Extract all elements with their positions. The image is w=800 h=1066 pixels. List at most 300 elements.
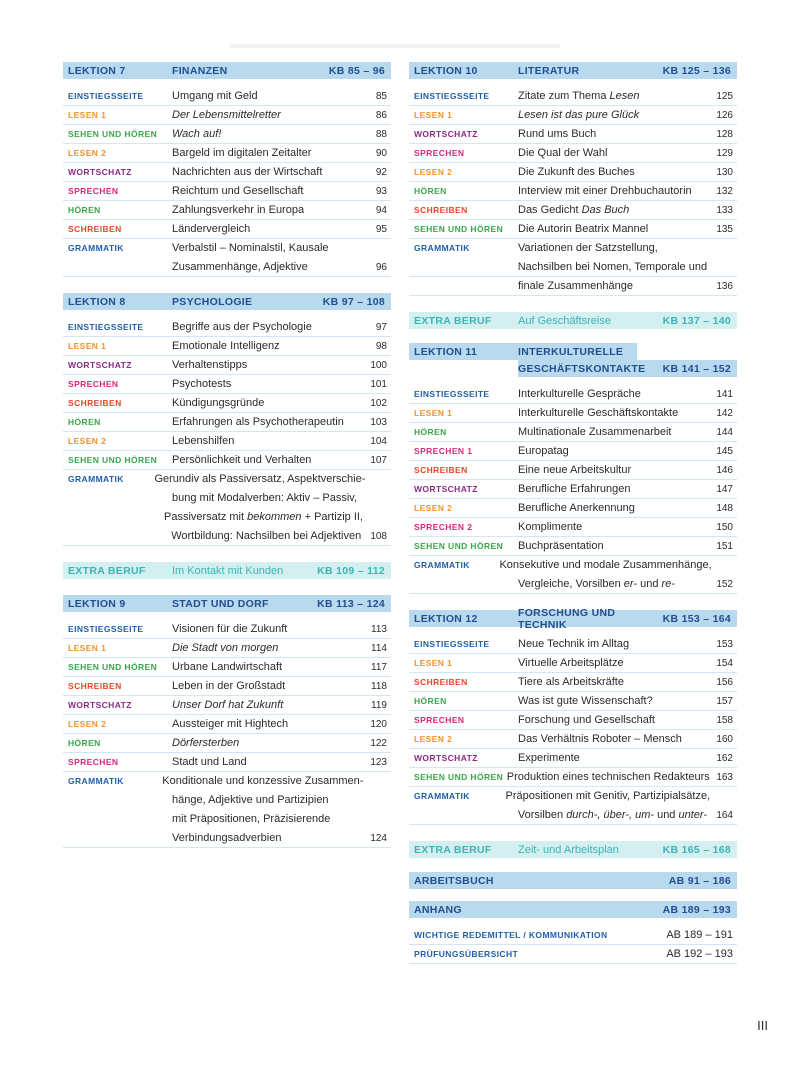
lektion-7-section [63, 62, 391, 277]
row-page: 118 [371, 680, 387, 692]
lektion-12-rows [409, 635, 737, 825]
row-label: LESEN 1 [68, 341, 107, 351]
row-label: SCHREIBEN [414, 465, 468, 475]
row-title: Die Qual der Wahl [518, 147, 608, 159]
row-label: SEHEN UND HÖREN [414, 224, 504, 234]
row-label: WORTSCHATZ [68, 167, 132, 177]
toc-row[interactable] [409, 787, 737, 806]
row-title: Buchpräsentation [518, 540, 604, 552]
row-page: 130 [716, 166, 733, 178]
row-label: GRAMMATIK [68, 776, 124, 786]
lektion-pages: KB 113 – 124 [317, 597, 385, 610]
row-title: Verbalstil – Nominalstil, Kausale [172, 242, 329, 254]
lektion-theme: STADT UND DORF [172, 597, 269, 610]
toc-row-continued[interactable] [409, 806, 737, 825]
toc-row[interactable] [409, 556, 737, 575]
row-label: LESEN 1 [414, 658, 453, 668]
row-label: LESEN 2 [68, 719, 107, 729]
row-title: Tiere als Arbeitskräfte [518, 676, 624, 688]
row-page: 132 [716, 185, 733, 197]
row-title: Verbindungsadverbien [172, 832, 282, 844]
toc-row[interactable] [63, 696, 391, 715]
row-page: 108 [370, 530, 387, 542]
row-title: Die Autorin Beatrix Mannel [518, 223, 649, 235]
lektion-theme: FORSCHUNG UND TECHNIK [518, 606, 616, 631]
row-label: LESEN 2 [414, 503, 453, 513]
row-page: 133 [716, 204, 733, 216]
row-page: 141 [716, 388, 733, 400]
row-label: GRAMMATIK [68, 243, 124, 253]
row-label: WORTSCHATZ [414, 484, 478, 494]
row-page: 114 [371, 642, 387, 654]
toc-row[interactable] [409, 635, 737, 654]
row-page: 136 [716, 280, 733, 292]
row-label: GRAMMATIK [414, 791, 470, 801]
row-label: SPRECHEN 1 [414, 446, 473, 456]
row-title: Begriffe aus der Psychologie [172, 321, 312, 333]
row-page: 129 [716, 147, 733, 159]
lektion-number: LEKTION 10 [414, 64, 478, 77]
row-label: GRAMMATIK [68, 474, 124, 484]
toc-row[interactable] [409, 125, 737, 144]
row-title: Passiversatz mit bekommen + Partizip II, [163, 511, 363, 523]
lektion-number: LEKTION 7 [68, 64, 126, 77]
row-page: 144 [716, 426, 733, 438]
toc-row[interactable] [63, 337, 391, 356]
row-title: Berufliche Anerkennung [518, 502, 635, 514]
toc-row[interactable] [63, 734, 391, 753]
row-title: Konditionale und konzessive Zusammen- [162, 775, 364, 787]
arbeitsbuch-pages: AB 91 – 186 [668, 874, 731, 887]
anhang-header[interactable] [409, 901, 737, 918]
toc-row[interactable] [409, 182, 737, 201]
row-label: SCHREIBEN [68, 681, 122, 691]
row-title: Reichtum und Gesellschaft [172, 185, 304, 197]
row-title: Interview mit einer Drehbuchautorin [518, 185, 692, 197]
arbeitsbuch-header[interactable] [409, 872, 737, 889]
toc-row[interactable] [63, 620, 391, 639]
row-title: Kündigungsgründe [172, 397, 265, 409]
row-title: Unser Dorf hat Zukunft [172, 699, 284, 711]
row-title: Berufliche Erfahrungen [518, 483, 631, 495]
row-page: 124 [370, 832, 387, 844]
faded-header-strip [230, 44, 560, 48]
row-label: WICHTIGE REDEMITTEL / KOMMUNIKATION [414, 930, 608, 940]
row-label: LESEN 1 [68, 643, 107, 653]
anhang-row[interactable] [409, 926, 737, 945]
toc-row[interactable] [63, 144, 391, 163]
toc-row[interactable] [63, 394, 391, 413]
toc-row[interactable] [63, 106, 391, 125]
toc-row[interactable] [63, 451, 391, 470]
lektion-11-section [409, 343, 737, 594]
toc-row[interactable] [409, 87, 737, 106]
row-label: SPRECHEN [414, 148, 465, 158]
extra-title: Zeit- und Arbeitsplan [518, 843, 619, 856]
lektion-10-rows [409, 87, 737, 296]
lektion-8-section [63, 293, 391, 546]
row-title: Bargeld im digitalen Zeitalter [172, 147, 312, 159]
toc-row[interactable] [409, 692, 737, 711]
toc-row[interactable] [409, 480, 737, 499]
row-title: Der Lebensmittelretter [172, 109, 281, 121]
extra-label: EXTRA BERUF [414, 843, 492, 856]
row-title: Ländervergleich [172, 223, 251, 235]
lektion-12-header[interactable] [409, 606, 737, 631]
lektion-9-section [63, 595, 391, 848]
extra-beruf-2-section [409, 312, 737, 329]
row-title: Lesen ist das pure Glück [518, 109, 640, 121]
row-title: Das Verhältnis Roboter – Mensch [518, 733, 682, 745]
row-label: SCHREIBEN [68, 224, 122, 234]
row-label: WORTSCHATZ [68, 700, 132, 710]
toc-row[interactable] [63, 677, 391, 696]
lektion-pages: KB 125 – 136 [662, 64, 731, 77]
toc-row[interactable] [409, 537, 737, 556]
row-label: EINSTIEGSSEITE [414, 389, 490, 399]
row-page: 101 [370, 378, 387, 390]
row-page: 158 [716, 714, 733, 726]
toc-row[interactable] [63, 356, 391, 375]
lektion-10-header[interactable] [409, 62, 737, 79]
row-page: 90 [375, 147, 387, 159]
toc-row[interactable] [409, 499, 737, 518]
row-title: Rund ums Buch [518, 128, 597, 140]
toc-row[interactable] [63, 413, 391, 432]
toc-row[interactable] [409, 518, 737, 537]
row-page: 128 [716, 128, 733, 140]
row-page: 151 [716, 540, 733, 552]
arbeitsbuch-label: ARBEITSBUCH [414, 874, 494, 887]
row-page: 135 [716, 223, 733, 235]
extra-pages: KB 165 – 168 [662, 843, 731, 856]
header-spacer [409, 360, 518, 377]
toc-row[interactable] [63, 318, 391, 337]
lektion-9-rows [63, 620, 391, 848]
extra-title: Auf Geschäftsreise [518, 314, 611, 327]
row-title: Persönlichkeit und Verhalten [172, 454, 312, 466]
row-page: 119 [371, 699, 387, 711]
row-page: AB 189 – 191 [666, 929, 733, 941]
row-label: LESEN 1 [414, 110, 453, 120]
row-page: 102 [370, 397, 387, 409]
extra-pages: KB 109 – 112 [317, 564, 385, 577]
toc-row[interactable] [409, 423, 737, 442]
lektion-8-header[interactable] [63, 293, 391, 310]
row-page: 145 [716, 445, 733, 457]
row-title: Das Gedicht Das Buch [518, 204, 630, 216]
toc-row[interactable] [409, 711, 737, 730]
row-label: GRAMMATIK [414, 560, 470, 570]
page-number: III [757, 1018, 768, 1033]
row-title: Aussteiger mit Hightech [172, 718, 289, 730]
row-label: EINSTIEGSSEITE [68, 322, 144, 332]
lektion-11-rows [409, 385, 737, 594]
row-title: finale Zusammenhänge [518, 280, 633, 292]
lektion-11-header-line1 [409, 343, 637, 360]
row-title: Visionen für die Zukunft [172, 623, 288, 635]
row-page: 163 [716, 771, 733, 783]
lektion-theme: LITERATUR [518, 64, 580, 77]
toc-row[interactable] [63, 470, 391, 489]
row-title: Vorsilben durch-, über-, um- und unter- [517, 809, 708, 821]
row-label: EINSTIEGSSEITE [414, 639, 490, 649]
row-label: HÖREN [414, 427, 447, 437]
row-title: Virtuelle Arbeitsplätze [518, 657, 624, 669]
lektion-number: LEKTION 8 [68, 295, 126, 308]
row-title: Leben in der Großstadt [172, 680, 286, 692]
row-page: 103 [370, 416, 387, 428]
row-page: 154 [716, 657, 733, 669]
row-page: 97 [375, 321, 387, 333]
toc-row[interactable] [409, 385, 737, 404]
row-title: Präpositionen mit Genitiv, Partizipialsätze, [505, 790, 711, 802]
toc-row-continued[interactable] [63, 508, 391, 527]
toc-right-column [409, 62, 737, 980]
row-page: 88 [375, 128, 387, 140]
toc-row[interactable] [63, 772, 391, 791]
toc-row[interactable] [63, 658, 391, 677]
row-page: 93 [375, 185, 387, 197]
lektion-theme-1: INTERKULTURELLE [518, 345, 624, 358]
row-title: Emotionale Intelligenz [172, 340, 280, 352]
toc-row[interactable] [63, 753, 391, 772]
extra-beruf-1-section [63, 562, 391, 579]
toc-row[interactable] [63, 125, 391, 144]
row-page: 148 [716, 502, 733, 514]
toc-row[interactable] [409, 442, 737, 461]
row-label: SPRECHEN [68, 757, 119, 767]
row-label: SEHEN UND HÖREN [68, 662, 158, 672]
lektion-pages: KB 85 – 96 [328, 64, 385, 77]
row-label: SEHEN UND HÖREN [414, 772, 504, 782]
toc-row[interactable] [409, 201, 737, 220]
row-title: Erfahrungen als Psychotherapeutin [172, 416, 344, 428]
row-label: SPRECHEN 2 [414, 522, 473, 532]
row-page: 100 [370, 359, 387, 371]
extra-beruf-header[interactable] [409, 312, 737, 329]
toc-row[interactable] [409, 461, 737, 480]
row-page: 107 [370, 454, 387, 466]
row-label: SPRECHEN [68, 379, 119, 389]
row-label: WORTSCHATZ [68, 360, 132, 370]
toc-row[interactable] [63, 87, 391, 106]
row-label: LESEN 2 [414, 167, 453, 177]
row-page: 122 [370, 737, 387, 749]
row-label: SEHEN UND HÖREN [68, 455, 158, 465]
toc-row-continued[interactable] [63, 527, 391, 546]
toc-row[interactable] [63, 715, 391, 734]
toc-row[interactable] [409, 730, 737, 749]
row-title: Nachrichten aus der Wirtschaft [172, 166, 323, 178]
extra-label: EXTRA BERUF [414, 314, 492, 327]
row-page: 126 [716, 109, 733, 121]
toc-row[interactable] [409, 106, 737, 125]
row-page: 156 [716, 676, 733, 688]
row-page: 85 [375, 90, 387, 102]
row-label: HÖREN [68, 417, 101, 427]
anhang-label: ANHANG [414, 903, 462, 916]
lektion-pages: KB 153 – 164 [662, 612, 731, 625]
row-page: 98 [375, 340, 387, 352]
row-title: Variationen der Satzstellung, [518, 242, 658, 254]
row-title: Die Zukunft des Buches [518, 166, 635, 178]
lektion-pages: KB 97 – 108 [322, 295, 385, 308]
lektion-8-rows [63, 318, 391, 546]
row-title: Vergleiche, Vorsilben er- und re- [518, 578, 675, 590]
row-title: Konsekutive und modale Zusammenhänge, [499, 559, 712, 571]
row-title: Wortbildung: Nachsilben bei Adjektiven [171, 530, 362, 542]
lektion-10-section [409, 62, 737, 296]
toc-row-continued[interactable] [63, 791, 391, 810]
lektion-7-rows [63, 87, 391, 277]
row-label: GRAMMATIK [414, 243, 470, 253]
row-title: Zusammenhänge, Adjektive [172, 261, 308, 273]
row-title: Urbane Landwirtschaft [172, 661, 283, 673]
toc-row[interactable] [63, 639, 391, 658]
row-page: 92 [375, 166, 387, 178]
row-label: LESEN 2 [414, 734, 453, 744]
row-page: AB 192 – 193 [666, 948, 733, 960]
toc-row-continued[interactable] [63, 810, 391, 829]
lektion-11-header[interactable] [409, 343, 737, 377]
extra-pages: KB 137 – 140 [662, 314, 731, 327]
lektion-pages: KB 141 – 152 [662, 362, 731, 375]
row-label: EINSTIEGSSEITE [68, 91, 144, 101]
row-label: LESEN 1 [414, 408, 453, 418]
row-title: Multinationale Zusammenarbeit [518, 426, 672, 438]
row-title: hänge, Adjektive und Partizipien [172, 794, 329, 806]
lektion-9-header[interactable] [63, 595, 391, 612]
row-page: 94 [375, 204, 387, 216]
row-title: Umgang mit Geld [172, 90, 258, 102]
lektion-number: LEKTION 11 [414, 345, 478, 358]
row-title: Was ist gute Wissenschaft? [518, 695, 653, 707]
extra-title: Im Kontakt mit Kunden [172, 564, 284, 577]
row-title: Stadt und Land [172, 756, 247, 768]
row-title: Forschung und Gesellschaft [518, 714, 655, 726]
row-title: Interkulturelle Gespräche [518, 388, 641, 400]
row-page: 113 [371, 623, 387, 635]
toc-row-continued[interactable] [409, 575, 737, 594]
row-page: 153 [716, 638, 733, 650]
anhang-row[interactable] [409, 945, 737, 964]
lektion-number: LEKTION 9 [68, 597, 126, 610]
row-label: SCHREIBEN [414, 205, 468, 215]
lektion-7-header[interactable] [63, 62, 391, 79]
row-label: HÖREN [68, 738, 101, 748]
row-title: Europatag [518, 445, 569, 457]
row-label: SPRECHEN [68, 186, 119, 196]
row-page: 164 [716, 809, 733, 821]
row-title: Produktion eines technischen Redakteurs [506, 771, 710, 783]
toc-row[interactable] [409, 163, 737, 182]
toc-row[interactable] [63, 163, 391, 182]
row-title: Experimente [518, 752, 580, 764]
row-label: WORTSCHATZ [414, 753, 478, 763]
toc-row[interactable] [63, 220, 391, 239]
row-page: 117 [371, 661, 387, 673]
lektion-11-header-line2 [409, 360, 737, 377]
row-page: 146 [716, 464, 733, 476]
row-title: Dörfersterben [172, 737, 240, 749]
toc-row[interactable] [63, 375, 391, 394]
row-label: HÖREN [68, 205, 101, 215]
toc-row-continued[interactable] [409, 277, 737, 296]
extra-beruf-header[interactable] [409, 841, 737, 858]
row-page: 95 [375, 223, 387, 235]
row-page: 104 [370, 435, 387, 447]
toc-row[interactable] [409, 673, 737, 692]
toc-row[interactable] [409, 749, 737, 768]
row-title: Zahlungsverkehr in Europa [172, 204, 305, 216]
toc-row-continued[interactable] [63, 489, 391, 508]
toc-row[interactable] [63, 201, 391, 220]
row-title: Lebenshilfen [172, 435, 235, 447]
toc-row[interactable] [63, 432, 391, 451]
row-title: Komplimente [518, 521, 583, 533]
row-page: 125 [716, 90, 733, 102]
row-page: 162 [716, 752, 733, 764]
toc-row[interactable] [409, 220, 737, 239]
row-page: 147 [716, 483, 733, 495]
toc-row[interactable] [409, 404, 737, 423]
row-title: Eine neue Arbeitskultur [518, 464, 632, 476]
row-page: 142 [716, 407, 733, 419]
row-page: 150 [716, 521, 733, 533]
row-page: 157 [716, 695, 733, 707]
row-label: LESEN 2 [68, 148, 107, 158]
row-label: LESEN 2 [68, 436, 107, 446]
toc-row[interactable] [409, 144, 737, 163]
extra-label: EXTRA BERUF [68, 564, 146, 577]
row-label: SCHREIBEN [68, 398, 122, 408]
row-label: LESEN 1 [68, 110, 107, 120]
row-label: SEHEN UND HÖREN [414, 541, 504, 551]
toc-row[interactable] [409, 654, 737, 673]
row-label: SCHREIBEN [414, 677, 468, 687]
row-title: Verhaltenstipps [172, 359, 248, 371]
toc-row[interactable] [409, 239, 737, 258]
toc-row-continued[interactable] [63, 829, 391, 848]
row-label: SEHEN UND HÖREN [68, 129, 158, 139]
toc-row-continued[interactable] [63, 258, 391, 277]
row-title: Neue Technik im Alltag [518, 638, 630, 650]
toc-row[interactable] [409, 768, 737, 787]
row-title: Nachsilben bei Nomen, Temporale und [517, 261, 708, 273]
row-label: EINSTIEGSSEITE [414, 91, 490, 101]
lektion-theme: FINANZEN [172, 64, 228, 77]
row-page: 123 [370, 756, 387, 768]
lektion-theme-2: GESCHÄFTSKONTAKTE [518, 362, 646, 375]
row-page: 120 [370, 718, 387, 730]
row-title: Psychotests [172, 378, 232, 390]
row-page: 96 [375, 261, 387, 273]
row-label: HÖREN [414, 696, 447, 706]
toc-left-column [63, 62, 391, 864]
toc-row[interactable] [63, 182, 391, 201]
anhang-section [409, 901, 737, 964]
row-label: SPRECHEN [414, 715, 465, 725]
row-title: mit Präpositionen, Präzisierende [172, 813, 331, 825]
extra-beruf-header[interactable] [63, 562, 391, 579]
toc-row-continued[interactable] [409, 258, 737, 277]
row-label: EINSTIEGSSEITE [68, 624, 144, 634]
toc-row[interactable] [63, 239, 391, 258]
row-title: bung mit Modalverben: Aktiv – Passiv, [172, 492, 358, 504]
row-page: 152 [716, 578, 733, 590]
row-title: Die Stadt von morgen [172, 642, 279, 654]
